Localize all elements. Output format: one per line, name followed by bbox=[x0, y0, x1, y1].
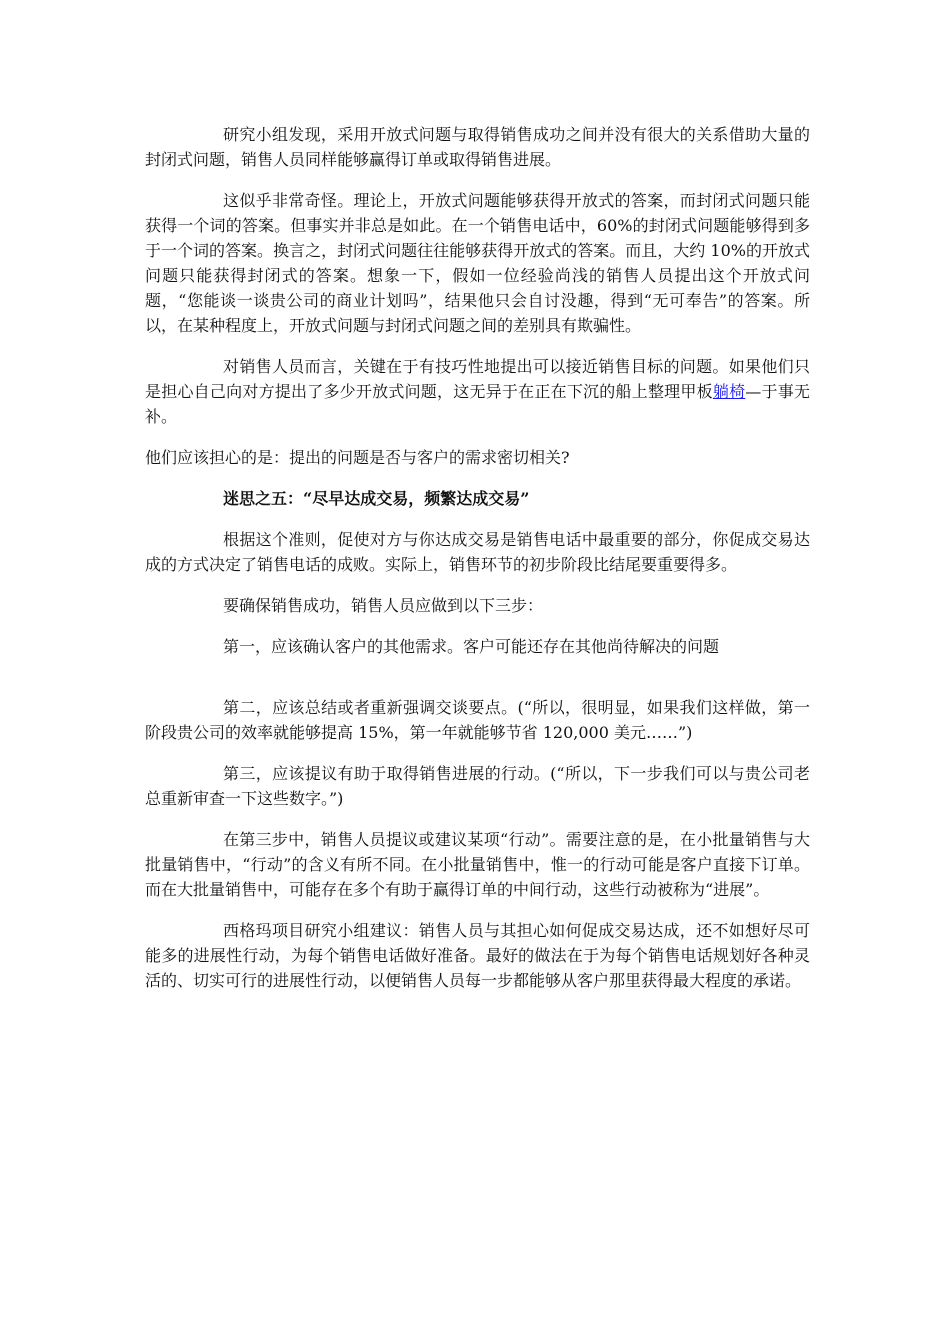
paragraph-text-after-link: —于事无补。 bbox=[145, 382, 810, 426]
paragraph-step-two: 第二，应该总结或者重新强调交谈要点。(“所以，很明显，如果我们这样做，第一阶段贵公司的效率就能够提高 15%，第一年就能够节省 120,000 美元……”) bbox=[145, 698, 810, 742]
paragraph-sigma-recommendation: 西格玛项目研究小组建议：销售人员与其担心如何促成交易达成，还不如想好尽可能多的进展性行动，为每个销售电话做好准备。最好的做法在于为每个销售电话规划好各种灵活的、切实可行的进展性行动，以便销售人员每一步都能够从客户那里获得最大程度的承诺。 bbox=[145, 921, 810, 990]
document-body bbox=[145, 122, 810, 1009]
blank-line bbox=[145, 675, 810, 695]
paragraph-step-one: 第一，应该确认客户的其他需求。客户可能还存在其他尚待解决的问题 bbox=[223, 637, 720, 656]
paragraph-concern-question: 他们应该担心的是：提出的问题是否与客户的需求密切相关? bbox=[145, 448, 570, 467]
paragraph-open-closed-questions: 这似乎非常奇怪。理论上，开放式问题能够获得开放式的答案，而封闭式问题只能获得一个词的答案。但事实并非总是如此。在一个销售电话中，60%的封闭式问题能够得到多于一个词的答案。换言之，封闭式问题往往能够获得开放式的答案。而且，大约 10%的开放式问题只能获得封闭式的答案。想象一下，假如一位经验尚浅的销售人员提出这个开放式问题，“您能谈一谈贵公司的商业计划吗”，结果他只会自讨没趣，得到“无可奉告”的答案。所以，在某种程度上，开放式问题与封闭式问题之间的差别具有欺骗性。 bbox=[145, 191, 810, 335]
deck-chair-link[interactable]: 躺椅 bbox=[712, 382, 746, 401]
paragraph-research-finding: 研究小组发现，采用开放式问题与取得销售成功之间并没有很大的关系借助大量的封闭式问题，销售人员同样能够赢得订单或取得销售进展。 bbox=[145, 125, 810, 169]
paragraph-step-three: 第三，应该提议有助于取得销售进展的行动。(“所以，下一步我们可以与贵公司老总重新审查一下这些数字。”) bbox=[145, 764, 810, 808]
paragraph-text-before-link: 对销售人员而言，关键在于有技巧性地提出可以接近销售目标的问题。如果他们只是担心自己向对方提出了多少开放式问题，这无异于在正在下沉的船上整理甲板 bbox=[145, 357, 810, 401]
paragraph-three-steps-intro: 要确保销售成功，销售人员应做到以下三步： bbox=[223, 596, 544, 615]
paragraph-key-for-salespeople bbox=[145, 354, 810, 429]
section-heading-myth-five: 迷思之五：“尽早达成交易，频繁达成交易” bbox=[223, 489, 530, 508]
paragraph-action-meaning: 在第三步中，销售人员提议或建议某项“行动”。需要注意的是，在小批量销售与大批量销售中，“行动”的含义有所不同。在小批量销售中，惟一的行动可能是客户直接下订单。而在大批量销售中，可能存在多个有助于赢得订单的中间行动，这些行动被称为“进展”。 bbox=[145, 830, 810, 899]
paragraph-closing-rule: 根据这个准则，促使对方与你达成交易是销售电话中最重要的部分，你促成交易达成的方式决定了销售电话的成败。实际上，销售环节的初步阶段比结尾要重要得多。 bbox=[145, 530, 810, 574]
